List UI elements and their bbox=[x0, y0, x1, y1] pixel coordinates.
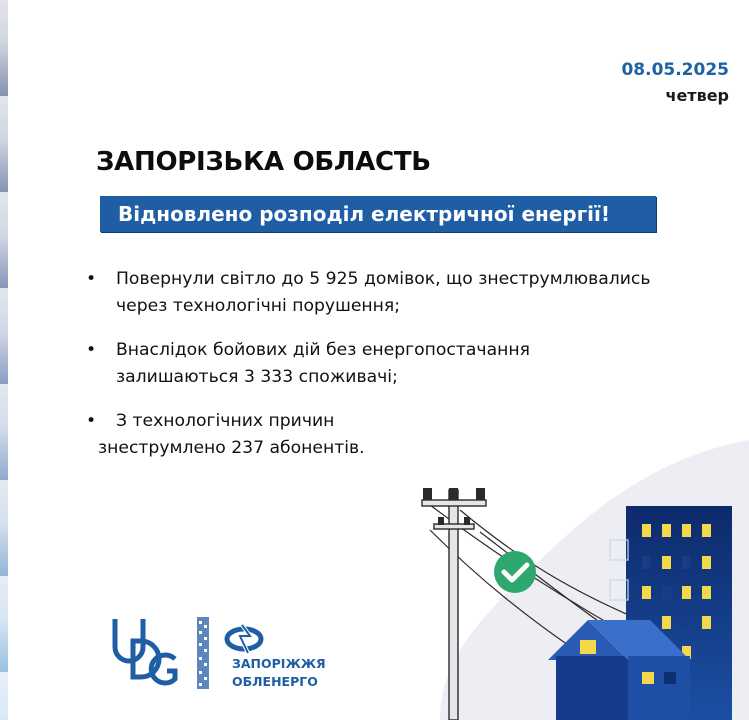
company-name-line1: ЗАПОРІЖЖЯ bbox=[232, 656, 326, 671]
bullet-line: Повернули світло до 5 925 домівок, що знеструмлювались bbox=[116, 269, 651, 289]
bullet-line: знеструмлено 237 абонентів. bbox=[98, 438, 365, 458]
company-name-line2: ОБЛЕНЕРГО bbox=[232, 674, 318, 689]
bullet-line: через технологічні порушення; bbox=[116, 296, 401, 316]
bullet-line: залишаються 3 333 споживачі; bbox=[116, 367, 398, 387]
bullet-item bbox=[84, 337, 734, 391]
bullet-line: З технологічних причин bbox=[116, 411, 335, 431]
checkmark-icon bbox=[494, 551, 536, 593]
restored-banner: Відновлено розподіл електричної енергії! bbox=[100, 196, 656, 232]
oblenergo-logo bbox=[220, 622, 326, 689]
date-text: 08.05.2025 bbox=[621, 60, 729, 80]
folk-ornament bbox=[0, 0, 78, 720]
bullet-marker: • bbox=[86, 340, 97, 360]
bullet-marker: • bbox=[86, 411, 97, 431]
bullet-item bbox=[84, 266, 734, 320]
weekday-text: четвер bbox=[665, 86, 729, 105]
bullet-line: Внаслідок бойових дій без енергопостачання bbox=[116, 340, 530, 360]
udg-logo bbox=[111, 613, 221, 693]
date-block bbox=[621, 60, 729, 105]
region-title: ЗАПОРІЗЬКА ОБЛАСТЬ bbox=[96, 147, 431, 177]
bullet-marker: • bbox=[86, 269, 97, 289]
illustration-scene bbox=[400, 420, 749, 720]
oblenergo-emblem-icon bbox=[220, 622, 270, 656]
